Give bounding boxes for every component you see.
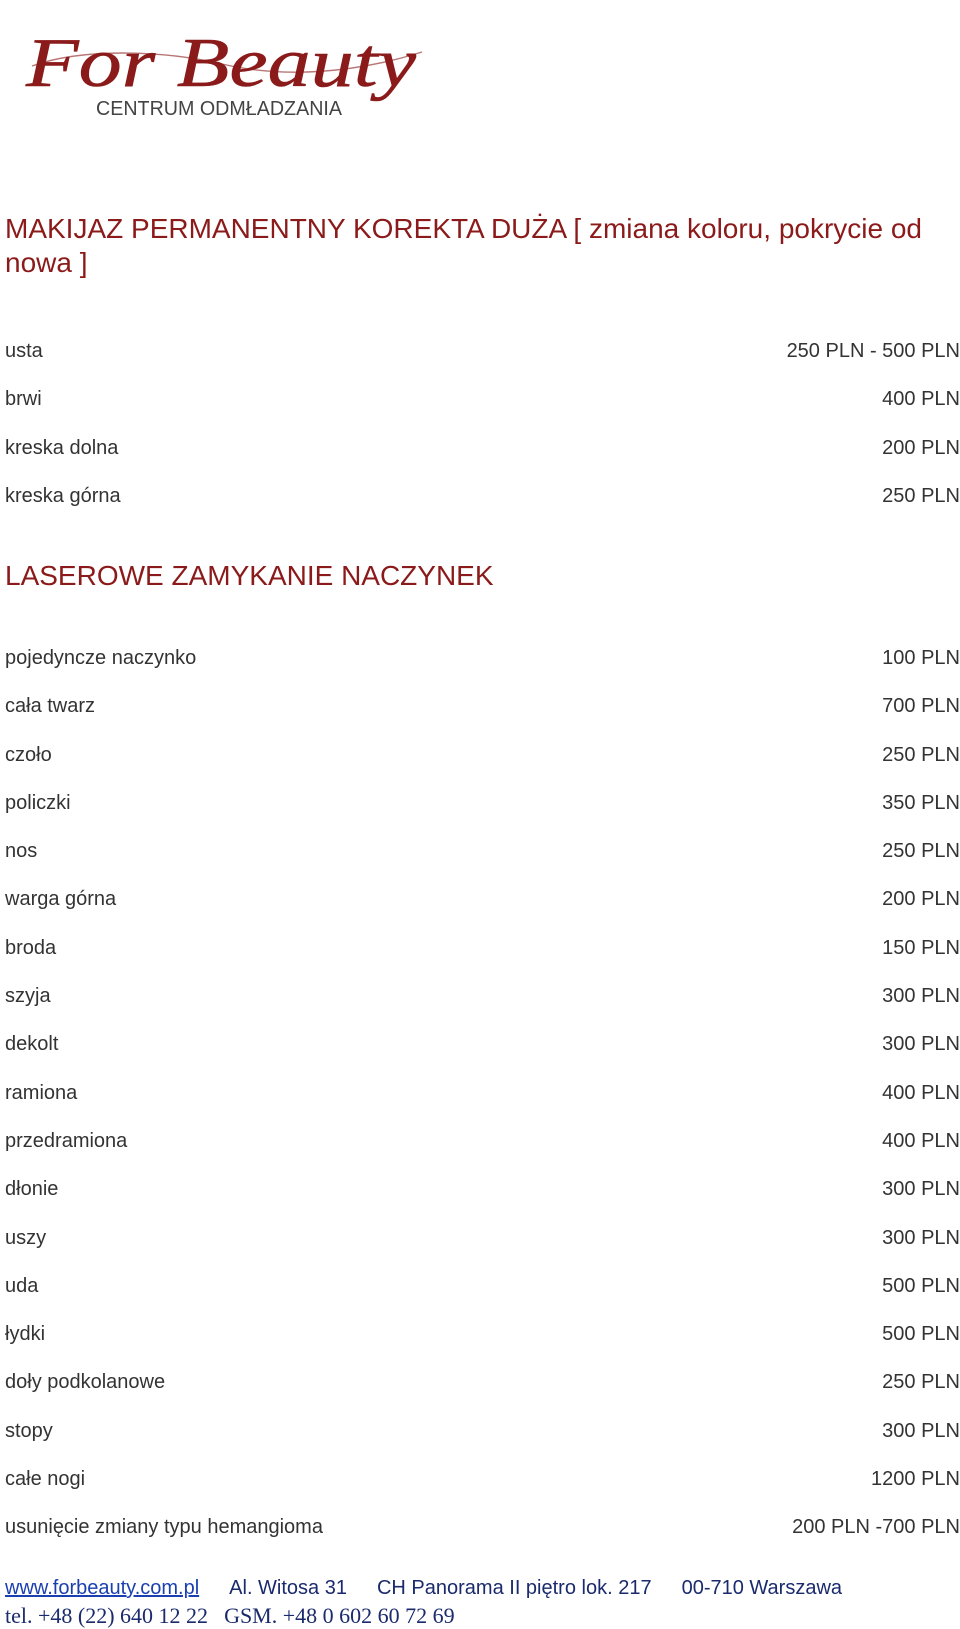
service-price: 500 PLN — [882, 1274, 960, 1297]
service-price: 250 PLN — [882, 840, 960, 863]
price-list-laser-vessels — [5, 646, 960, 1564]
section-title-permanent-makeup: MAKIJAZ PERMANENTNY KOREKTA DUŻA [ zmiana koloru, pokrycie od nowa ] — [5, 213, 922, 278]
service-price: 200 PLN -700 PLN — [792, 1516, 960, 1539]
service-name: czoło — [5, 743, 52, 766]
list-item — [5, 1370, 960, 1418]
footer-location: CH Panorama II piętro lok. 217 — [376, 1577, 652, 1599]
service-price: 300 PLN — [882, 1419, 960, 1442]
service-price: 300 PLN — [882, 985, 960, 1008]
service-name: brwi — [5, 388, 42, 411]
list-item — [5, 1129, 960, 1177]
footer-phones — [5, 1603, 455, 1629]
service-name: warga górna — [5, 888, 117, 911]
service-name: kreska górna — [5, 484, 121, 507]
list-item — [5, 1081, 960, 1129]
brand-logo-graphic — [22, 8, 452, 128]
service-price: 250 PLN - 500 PLN — [786, 340, 960, 362]
service-price: 250 PLN — [882, 743, 960, 766]
list-item — [5, 887, 960, 935]
service-name: usunięcie zmiany typu hemangioma — [5, 1516, 323, 1539]
service-price: 400 PLN — [882, 1081, 960, 1104]
footer-gsm: GSM. +48 0 602 60 72 69 — [224, 1603, 455, 1628]
service-price: 200 PLN — [882, 888, 960, 911]
service-name: nos — [5, 840, 38, 863]
service-name: przedramiona — [5, 1129, 128, 1152]
service-price: 400 PLN — [882, 388, 960, 411]
list-item — [5, 1322, 960, 1370]
service-price: 150 PLN — [882, 936, 960, 959]
list-item — [5, 1032, 960, 1080]
service-name: doły podkolanowe — [5, 1371, 166, 1394]
service-price: 100 PLN — [882, 647, 960, 669]
service-name: usta — [5, 340, 43, 362]
service-name: policzki — [5, 791, 71, 814]
footer-city: 00-710 Warszawa — [681, 1577, 843, 1599]
service-price: 300 PLN — [882, 1178, 960, 1201]
list-item — [5, 387, 960, 435]
service-price: 700 PLN — [882, 695, 960, 718]
list-item — [5, 339, 960, 387]
list-item — [5, 984, 960, 1032]
list-item — [5, 1226, 960, 1274]
service-price: 1200 PLN — [871, 1468, 960, 1491]
list-item — [5, 743, 960, 791]
service-name: uda — [5, 1274, 39, 1297]
footer-street: Al. Witosa 31 — [229, 1577, 347, 1599]
list-item — [5, 484, 960, 532]
service-price: 250 PLN — [882, 484, 960, 507]
service-price: 250 PLN — [882, 1371, 960, 1394]
service-price: 300 PLN — [882, 1226, 960, 1249]
service-name: dekolt — [5, 1033, 59, 1056]
list-item — [5, 791, 960, 839]
service-price: 300 PLN — [882, 1033, 960, 1056]
service-name: całe nogi — [5, 1468, 86, 1491]
service-price: 400 PLN — [882, 1129, 960, 1152]
service-name: cała twarz — [5, 695, 96, 718]
logo-wordmark: For Beauty — [24, 25, 418, 102]
price-list-permanent-makeup — [5, 339, 960, 532]
service-name: pojedyncze naczynko — [5, 647, 197, 669]
brand-logo — [22, 8, 452, 128]
footer-contact — [5, 1576, 960, 1600]
list-item — [5, 1419, 960, 1467]
list-item — [5, 936, 960, 984]
service-name: uszy — [5, 1226, 47, 1249]
service-name: ramiona — [5, 1081, 78, 1104]
service-name: broda — [5, 936, 57, 959]
logo-subtitle: CENTRUM ODMŁADZANIA — [96, 98, 343, 120]
list-item — [5, 646, 960, 694]
section-title-laser-vessels: LASEROWE ZAMYKANIE NACZYNEK — [5, 560, 494, 591]
list-item — [5, 1274, 960, 1322]
website-link[interactable]: www.forbeauty.com.pl — [5, 1577, 200, 1599]
list-item — [5, 1177, 960, 1225]
service-price: 350 PLN — [882, 791, 960, 814]
service-name: łydki — [5, 1323, 46, 1346]
list-item — [5, 839, 960, 887]
list-item — [5, 1515, 960, 1563]
service-price: 500 PLN — [882, 1323, 960, 1346]
list-item — [5, 436, 960, 484]
service-name: stopy — [5, 1419, 53, 1442]
service-name: kreska dolna — [5, 436, 119, 459]
service-name: dłonie — [5, 1178, 59, 1201]
list-item — [5, 694, 960, 742]
footer-phone: tel. +48 (22) 640 12 22 — [5, 1603, 209, 1628]
list-item — [5, 1467, 960, 1515]
service-price: 200 PLN — [882, 436, 960, 459]
service-name: szyja — [5, 985, 51, 1008]
